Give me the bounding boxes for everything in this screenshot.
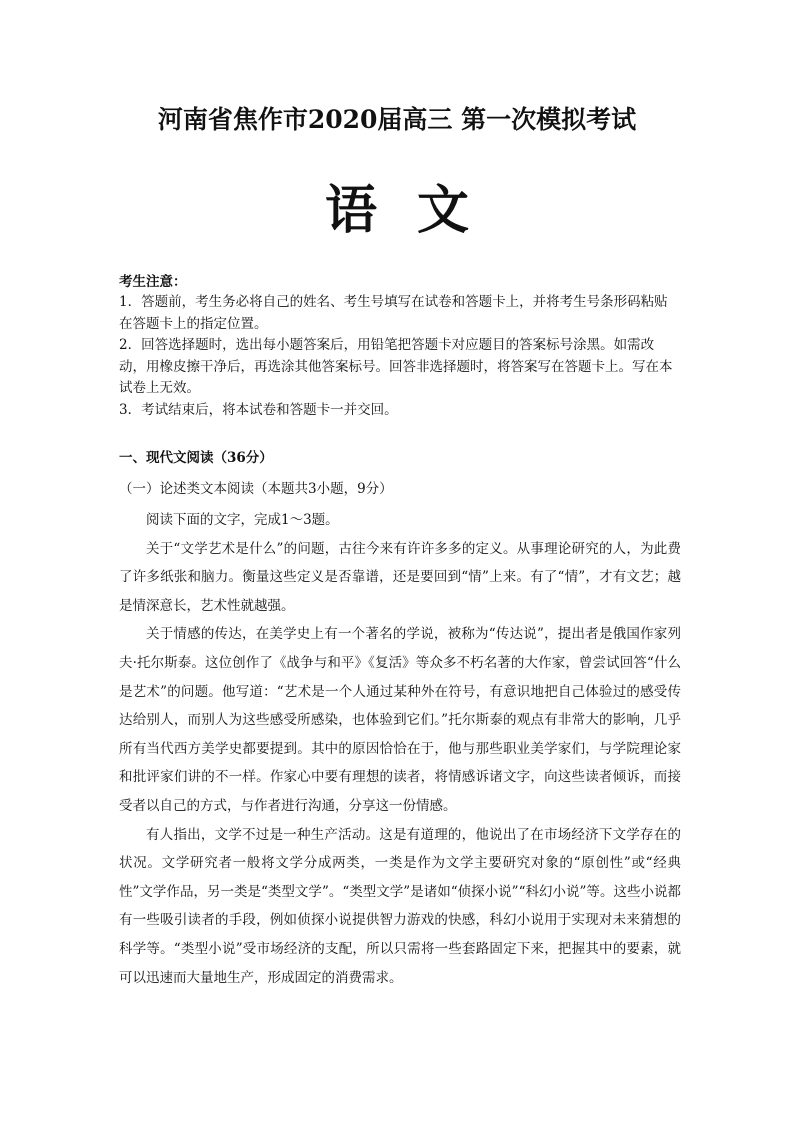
section-heading: 一、现代文阅读（36分） bbox=[119, 450, 273, 466]
notice-heading: 考生注意： bbox=[119, 274, 187, 290]
notice-item: 3．考试结束后，将本试卷和答题卡一并交回。 bbox=[119, 401, 398, 418]
passage-paragraph: 有人指出，文学不过是一种生产活动。这是有道理的，他说出了在市场经济下文学存在的状况。文学研究者一般将文学分成两类，一类是作为文学主要研究对象的“原创性”或“经典性”文学作品，另一类是“类型文学”。“类型文学”是诸如“侦探小说”“科幻小说”等。这些小说都有一些吸引读者的手段，例如侦探小说提供智力游戏的快感，科幻小说用于实现对未来猜想的科学等。“类型小说”受市场经济的支配，所以只需将一些套路固定下来，把握其中的要素，就可以迅速而大量地生产，形成固定的消费需求。 bbox=[119, 826, 681, 986]
notice-item: 1．答题前，考生务必将自己的姓名、考生号填写在试卷和答题卡上，并将考生号条形码粘贴在答题卡上的指定位置。 bbox=[119, 294, 668, 332]
exam-title: 河南省焦作市2020届高三 第一次模拟考试 bbox=[157, 105, 637, 134]
notice-item: 2．回答选择题时，选出每小题答案后，用铅笔把答题卡对应题目的答案标号涂黑。如需改动，用橡皮擦干净后，再选涂其他答案标号。回答非选择题时，将答案写在答题卡上。写在本试卷上无效。 bbox=[119, 337, 673, 396]
notice-list bbox=[119, 292, 679, 421]
subject-title: 语文 bbox=[324, 180, 509, 241]
subsection-heading: （一）论述类文本阅读（本题共3小题，9分） bbox=[119, 481, 393, 497]
passage-paragraph: 关于情感的传达，在美学史上有一个著名的学说，被称为“传达说”，提出者是俄国作家列夫·托尔斯泰。这位创作了《战争与和平》《复活》等众多不朽名著的大作家，曾尝试回答“什么是艺术”的问题。他写道：“艺术是一个人通过某种外在符号，有意识地把自己体验过的感受传达给别人，而别人为这些感受所感染，也体验到它们。”托尔斯泰的观点有非常大的影响，几乎所有当代西方美学史都要提到。其中的原因恰恰在于，他与那些职业美学家们，与学院理论家和批评家们讲的不一样。作家心中要有理想的读者，将情感诉诸文字，向这些读者倾诉，而接受者以自己的方式，与作者进行沟通，分享这一份情感。 bbox=[119, 626, 681, 814]
passage-paragraph: 关于“文学艺术是什么”的问题，古往今来有许许多多的定义。从事理论研究的人，为此费了许多纸张和脑力。衡量这些定义是否靠谱，还是要回到“情”上来。有了“情”，才有文艺；越是情深意长，艺术性就越强。 bbox=[119, 540, 681, 614]
reading-passage bbox=[119, 506, 681, 992]
instruction-paragraph: 阅读下面的文字，完成1～3题。 bbox=[146, 512, 339, 528]
